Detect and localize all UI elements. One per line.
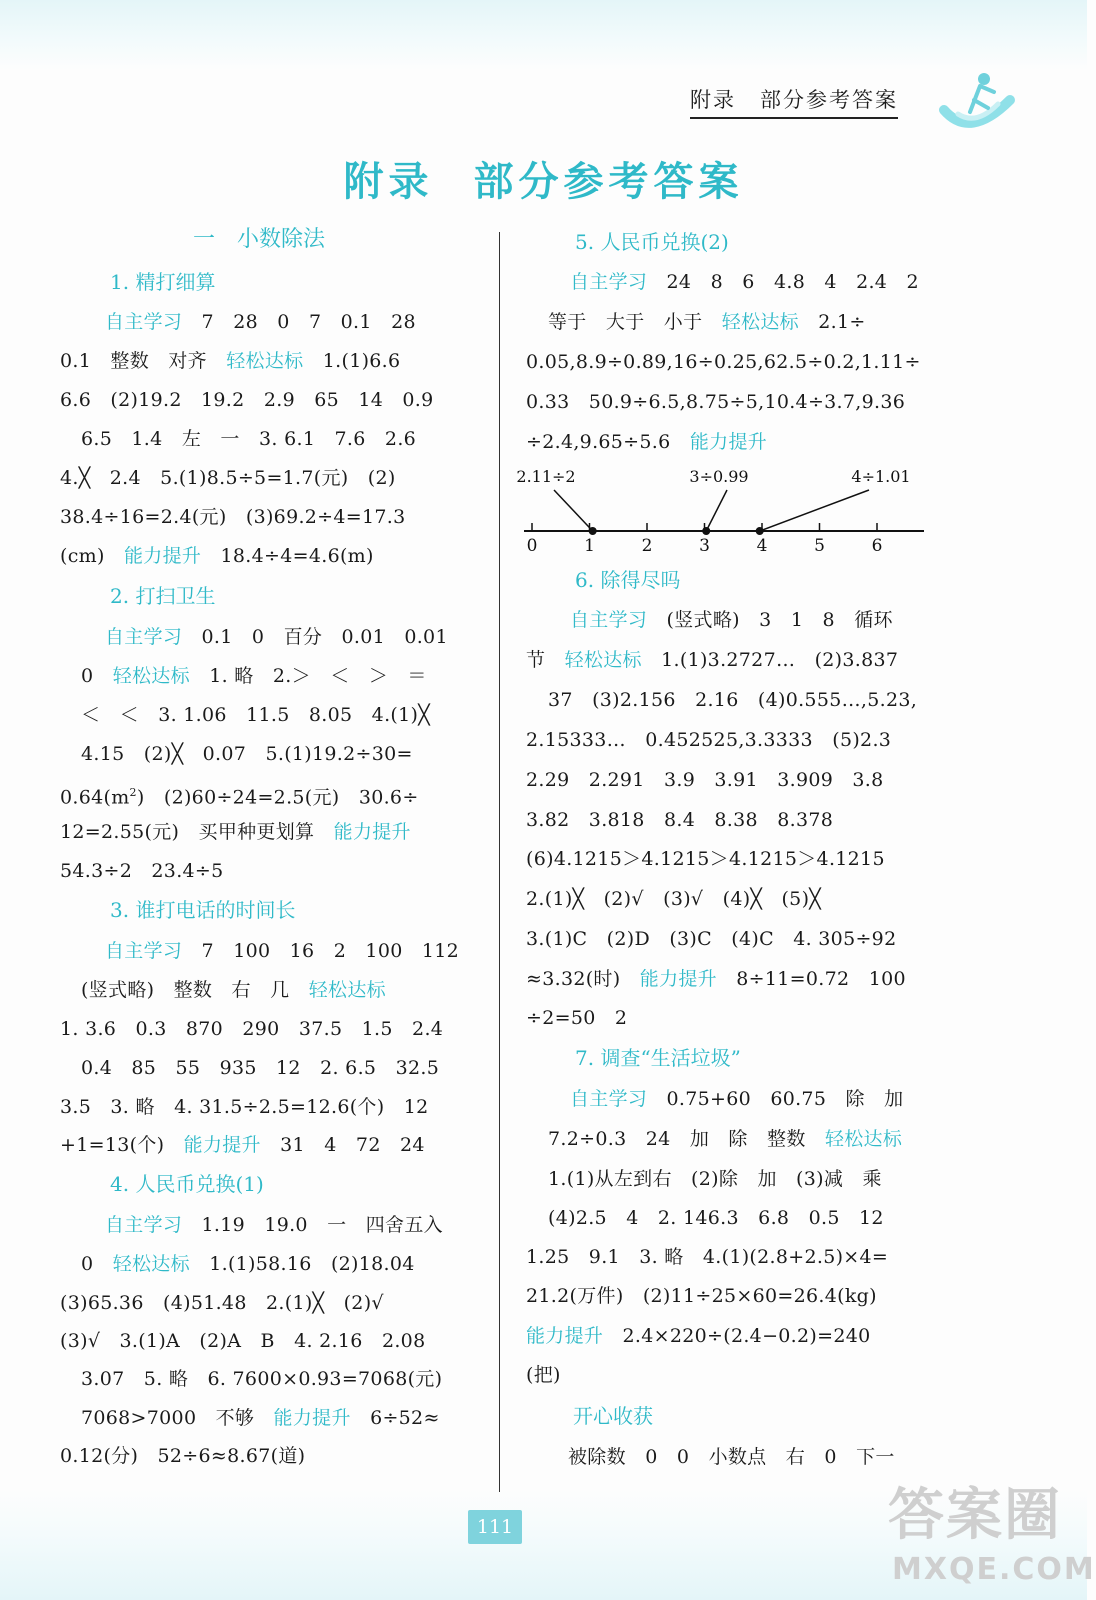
number-line-tick-label: 5 (814, 536, 825, 556)
section-title-6: 6. 除得尽吗 (575, 568, 681, 592)
answer-line: 38.4÷16=2.4(元) (3)69.2÷4=17.3 (60, 506, 406, 528)
top-decoration-band (0, 0, 1087, 70)
answer-line: 等于 大于 小于 轻松达标 2.1÷ (548, 311, 866, 333)
answer-line: (6)4.1215＞4.1215＞4.1215＞4.1215 (526, 848, 885, 870)
number-line-tick-label: 2 (641, 536, 653, 556)
answer-line: 节 轻松达标 1.(1)3.2727… (2)3.837 (526, 649, 899, 671)
number-line-tick-label: 3 (699, 536, 710, 556)
answer-line: (3)65.36 (4)51.48 2.(1)╳ (2)√ (60, 1292, 384, 1314)
tag-easy-standard: 轻松达标 (564, 649, 642, 671)
answer-line: 4.╳ 2.4 5.(1)8.5÷5=1.7(元) (2) (60, 467, 396, 489)
answer-line: 自主学习 24 8 6 4.8 4 2.4 2 (570, 271, 919, 293)
unit-title: 一 小数除法 (193, 227, 326, 252)
tag-easy-standard: 轻松达标 (226, 350, 304, 372)
number-line-point (756, 527, 764, 535)
tag-self-study: 自主学习 (105, 1214, 183, 1236)
section-title-3: 3. 谁打电话的时间长 (110, 898, 296, 922)
answer-line: 7.2÷0.3 24 加 除 整数 轻松达标 (548, 1128, 903, 1150)
number-line-tick-label: 1 (584, 536, 595, 556)
running-header (690, 84, 898, 119)
tag-ability: 能力提升 (333, 821, 411, 843)
watermark-text: 答案圈 (888, 1483, 1062, 1548)
page-title-part1: 附录 (343, 158, 434, 205)
answer-line: 0.33 50.9÷6.5,8.75÷5,10.4÷3.7,9.36 (526, 391, 906, 413)
section-title-1: 1. 精打细算 (110, 270, 216, 294)
running-header-part2: 部分参考答案 (760, 88, 898, 112)
running-header-part1: 附录 (690, 88, 736, 112)
tag-ability: 能力提升 (124, 545, 202, 567)
page-title (0, 150, 1087, 207)
tag-ability: 能力提升 (183, 1134, 261, 1156)
answer-line: 自主学习 1.19 19.0 一 四舍五入 (105, 1214, 443, 1236)
section-title-2: 2. 打扫卫生 (110, 584, 216, 608)
answer-line: ÷2=50 2 (526, 1007, 628, 1029)
page-title-part2: 部分参考答案 (473, 158, 744, 205)
answer-line: 37 (3)2.156 2.16 (4)0.555…,5.23, (548, 689, 918, 711)
tag-easy-standard: 轻松达标 (824, 1128, 903, 1150)
tag-ability: 能力提升 (273, 1407, 351, 1429)
number-line-figure (516, 462, 934, 556)
number-line-tick-label: 0 (526, 536, 538, 556)
answer-line: (3)√ 3.(1)A (2)A B 4. 2.16 2.08 (60, 1330, 426, 1352)
answer-line: (把) (526, 1364, 561, 1386)
answer-line: 0 轻松达标 1.(1)58.16 (2)18.04 (81, 1253, 415, 1275)
answer-line: 自主学习 (竖式略) 3 1 8 循环 (570, 609, 893, 631)
answer-line: 0.05,8.9÷0.89,16÷0.25,62.5÷0.2,1.11÷ (526, 351, 921, 373)
tag-easy-standard: 轻松达标 (112, 1253, 190, 1275)
tag-easy-standard: 轻松达标 (112, 665, 190, 687)
answer-line: (竖式略) 整数 右 几 轻松达标 (81, 979, 386, 1001)
tag-self-study: 自主学习 (570, 271, 648, 293)
page-number: 111 (468, 1510, 522, 1544)
answer-line: 2.15333… 0.452525,3.3333 (5)2.3 (526, 729, 892, 751)
tag-ability: 能力提升 (639, 968, 717, 990)
answer-line: 6.5 1.4 左 一 3. 6.1 7.6 2.6 (81, 428, 417, 450)
tag-self-study: 自主学习 (105, 626, 183, 648)
number-line-pointer (706, 490, 727, 531)
answer-line: $0.64(m^2)$ (2)60÷24=2.5(元) 30.6÷ (60, 786, 419, 809)
answer-line: 2.29 2.291 3.9 3.91 3.909 3.8 (526, 769, 884, 791)
watermark (888, 1483, 1096, 1596)
section-title-5: 5. 人民币兑换(2) (575, 230, 729, 254)
tag-self-study: 自主学习 (105, 311, 183, 333)
answer-line: 1.25 9.1 3. 略 4.(1)(2.8+2.5)×4= (526, 1246, 889, 1268)
tag-easy-standard: 轻松达标 (721, 311, 799, 333)
tag-ability: 能力提升 (526, 1325, 604, 1347)
answer-line: 6.6 (2)19.2 19.2 2.9 65 14 0.9 (60, 389, 434, 411)
answer-line: (cm) 能力提升 18.4÷4=4.6(m) (60, 545, 374, 567)
number-line-pointer (554, 490, 593, 531)
answer-line: 能力提升 2.4×220÷(2.4−0.2)=240 (526, 1325, 871, 1347)
number-line-point-label: 3÷0.99 (689, 467, 749, 486)
tag-ability: 能力提升 (689, 431, 768, 453)
answer-line: 0.1 整数 对齐 轻松达标 1.(1)6.6 (60, 350, 401, 372)
answer-line: 1.(1)从左到右 (2)除 加 (3)减 乘 (548, 1168, 882, 1190)
answer-line: +1=13(个) 能力提升 31 4 72 24 (60, 1134, 425, 1156)
tag-self-study: 自主学习 (570, 609, 648, 631)
answer-line: ＜ ＜ 3. 1.06 11.5 8.05 4.(1)╳ (81, 704, 430, 726)
number-line-point-label: 4÷1.01 (851, 467, 911, 486)
section-title-4: 4. 人民币兑换(1) (110, 1172, 264, 1196)
answer-line: 自主学习 0.75+60 60.75 除 加 (570, 1088, 904, 1110)
answer-line: 0 轻松达标 1. 略 2.＞ ＜ ＞ ＝ (81, 665, 427, 687)
answer-line: 3.07 5. 略 6. 7600×0.93=7068(元) (81, 1368, 443, 1390)
tag-easy-standard: 轻松达标 (308, 979, 386, 1001)
number-line-point (589, 527, 597, 535)
section-title-7: 7. 调查“生活垃圾” (575, 1046, 741, 1070)
answer-line: 3.82 3.818 8.4 8.38 8.378 (526, 809, 834, 831)
tag-self-study: 自主学习 (570, 1088, 648, 1110)
header-logo-icon (940, 70, 1020, 140)
number-line-pointer (760, 490, 869, 531)
answer-line: 54.3÷2 23.4÷5 (60, 860, 224, 882)
answer-line: 4.15 (2)╳ 0.07 5.(1)19.2÷30= (81, 743, 413, 765)
answer-line: (4)2.5 4 2. 146.3 6.8 0.5 12 (548, 1207, 884, 1229)
answer-line: 12=2.55(元) 买甲种更划算 能力提升 (60, 821, 411, 843)
answer-line: 7068>7000 不够 能力提升 6÷52≈ (81, 1407, 440, 1429)
column-divider (499, 232, 500, 1492)
harvest-title: 开心收获 (573, 1404, 653, 1428)
answer-line: 0.4 85 55 935 12 2. 6.5 32.5 (81, 1057, 440, 1079)
number-line-point-label: 2.11÷2 (516, 467, 576, 486)
answer-line: 自主学习 7 28 0 7 0.1 28 (105, 311, 416, 333)
answer-line: 1. 3.6 0.3 870 290 37.5 1.5 2.4 (60, 1018, 444, 1040)
answer-line: 被除数 0 0 小数点 右 0 下一 (568, 1446, 895, 1468)
answer-line: 2.(1)╳ (2)√ (3)√ (4)╳ (5)╳ (526, 888, 822, 910)
answer-line: 0.12(分) 52÷6≈8.67(道) (60, 1445, 306, 1467)
number-line-tick-label: 6 (871, 536, 883, 556)
number-line-tick-label: 4 (756, 536, 768, 556)
answer-line: ≈3.32(时) 能力提升 8÷11=0.72 100 (526, 968, 906, 990)
answer-line: 3.(1)C (2)D (3)C (4)C 4. 305÷92 (526, 928, 897, 950)
tag-self-study: 自主学习 (105, 940, 183, 962)
answer-line: 自主学习 0.1 0 百分 0.01 0.01 (105, 626, 448, 648)
watermark-url: MXQE.COM (892, 1552, 1096, 1587)
answer-line: 自主学习 7 100 16 2 100 112 (105, 940, 460, 962)
number-line-point (702, 527, 710, 535)
answer-line: ÷2.4,9.65÷5.6 能力提升 (526, 431, 768, 453)
answer-line: 21.2(万件) (2)11÷25×60=26.4(kg) (526, 1285, 877, 1307)
answer-line: 3.5 3. 略 4. 31.5÷2.5=12.6(个) 12 (60, 1096, 429, 1118)
